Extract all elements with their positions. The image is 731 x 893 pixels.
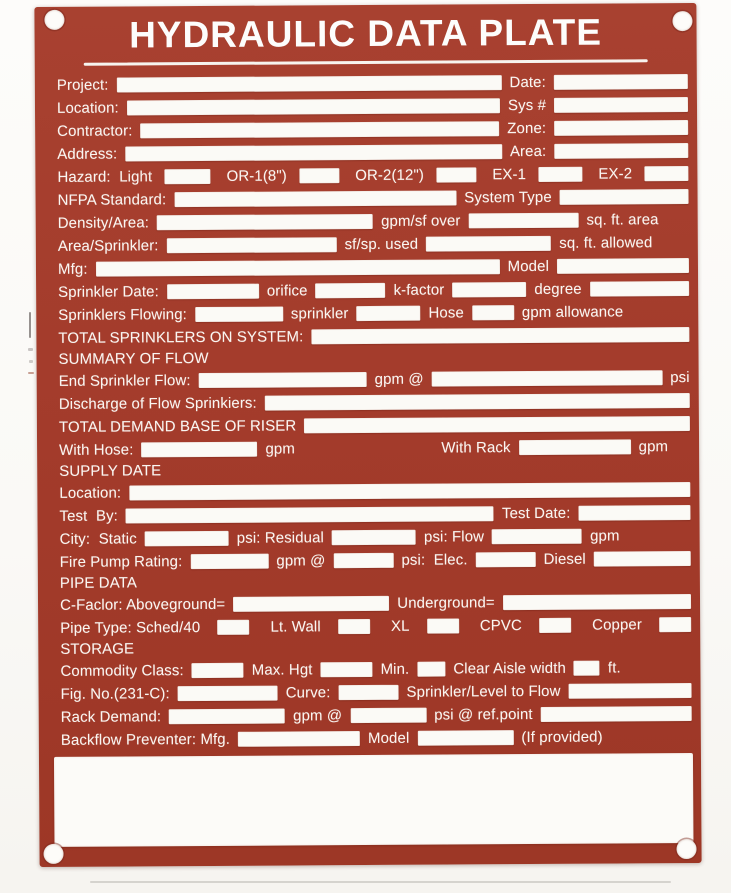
section-header: SUPPLY DATE	[59, 462, 162, 480]
check-box	[538, 166, 582, 181]
field-label: sprinkler	[290, 304, 349, 323]
check-box	[417, 661, 445, 676]
blank-field	[141, 441, 257, 457]
field-label: Underground=	[397, 593, 495, 612]
blank-field	[578, 505, 690, 521]
blank-field	[125, 144, 502, 161]
scan-artifact-mark	[28, 348, 33, 351]
field-label: Curve:	[285, 683, 331, 702]
blank-field	[116, 75, 501, 92]
field-label: City: Static	[59, 529, 137, 548]
blank-field	[157, 214, 373, 230]
blank-field	[432, 370, 663, 386]
blank-field	[417, 730, 513, 746]
scan-artifact-mark	[28, 372, 34, 374]
scan-artifact-mark	[29, 312, 31, 338]
check-box	[164, 169, 210, 184]
blank-field	[178, 685, 278, 701]
field-label: Area:	[509, 142, 547, 160]
section-header: PIPE DATA	[59, 574, 137, 592]
field-label: Location:	[56, 99, 119, 117]
field-label: gpm @	[374, 370, 424, 388]
spacer	[628, 535, 658, 536]
field-label: Discharge of Flow Sprinkiers:	[58, 394, 257, 413]
field-label: gpm allowance	[521, 302, 624, 321]
field-label: ft.	[607, 659, 621, 677]
blank-field	[316, 282, 386, 297]
field-label: Diesel	[543, 550, 586, 568]
scan-artifact-line	[90, 881, 671, 883]
check-box	[427, 618, 459, 633]
field-label: Clear Aisle width	[453, 659, 566, 678]
field-label: Sprinkler Date:	[58, 282, 159, 301]
blank-field	[195, 306, 283, 322]
field-label: Contractor:	[57, 121, 133, 140]
blank-field	[190, 553, 268, 568]
field-label: Address:	[57, 145, 118, 163]
field-label: Backflow Preventer: Mfg.	[60, 730, 231, 749]
field-label: CPVC	[479, 616, 522, 634]
field-label: orifice	[266, 281, 308, 300]
blank-field	[554, 120, 688, 136]
field-label: Hose	[428, 303, 464, 322]
field-label: psi	[670, 368, 690, 386]
field-label: NFPA Standard:	[57, 190, 167, 209]
check-box	[299, 168, 339, 183]
field-label: Model	[507, 257, 550, 275]
blank-field	[503, 594, 691, 610]
field-label: psi: Residual	[236, 528, 325, 547]
blank-field	[169, 708, 285, 724]
blank-field	[557, 258, 689, 274]
blank-field	[96, 259, 500, 276]
blank-field	[192, 662, 244, 677]
scan-artifact-mark	[29, 360, 33, 363]
field-label: Density/Area:	[57, 213, 150, 232]
field-label: Fire Pump Rating:	[59, 552, 183, 571]
spacer	[676, 446, 690, 447]
check-box	[659, 617, 691, 632]
check-box	[644, 166, 688, 181]
mounting-hole-top-left	[44, 10, 64, 30]
blank-field	[238, 731, 360, 747]
title-underline	[84, 59, 648, 65]
check-box	[436, 167, 476, 182]
check-box	[574, 660, 600, 675]
blank-field	[554, 74, 688, 90]
spacer	[303, 447, 433, 449]
field-label: Model	[367, 729, 410, 747]
check-box	[539, 617, 571, 632]
field-label: Lt. Wall	[270, 617, 321, 636]
field-label: Commodity Class:	[60, 661, 184, 680]
field-label: gpm	[265, 439, 295, 458]
blank-field	[452, 282, 526, 297]
field-label: OR-2(12")	[355, 166, 424, 184]
field-label: Date:	[509, 73, 546, 91]
blank-field	[304, 416, 690, 433]
field-label: gpm @	[293, 706, 343, 725]
field-label: C-Faclor: Aboveground=	[59, 595, 226, 614]
blank-field	[140, 121, 499, 138]
section-header: STORAGE	[60, 640, 135, 658]
field-label: psi: Elec.	[401, 550, 468, 569]
blank-field	[554, 97, 688, 113]
field-label: Test By:	[59, 507, 118, 525]
blank-field	[338, 684, 398, 699]
field-label: gpm	[590, 527, 620, 545]
field-label: Project:	[56, 76, 109, 94]
field-label: Location:	[59, 484, 122, 502]
blank-field	[594, 551, 691, 567]
field-label: Test Date:	[501, 504, 571, 522]
field-label: Fig. No.(231-C):	[60, 684, 170, 703]
check-box	[217, 619, 249, 634]
field-label: sf/sp. used	[344, 235, 419, 253]
field-label: Pipe Type: Sched/40	[60, 618, 201, 637]
row-backflow	[61, 725, 692, 752]
blank-field	[167, 283, 259, 299]
field-label: EX-1	[492, 165, 527, 183]
check-box	[338, 619, 370, 634]
blank-field	[199, 372, 367, 388]
field-label: System Type	[464, 188, 552, 206]
blank-field	[233, 595, 389, 611]
field-label: Max. Hgt	[251, 660, 313, 679]
blank-field	[350, 707, 426, 722]
field-label: Copper	[592, 615, 642, 634]
blank-field	[145, 530, 229, 546]
field-label: Mfg:	[57, 260, 88, 278]
field-label: gpm	[638, 437, 669, 455]
field-label: XL	[390, 617, 410, 635]
field-label: Area/Sprinkler:	[57, 236, 159, 255]
plate-rows	[35, 70, 701, 752]
field-label: Sprinklers Flowing:	[58, 305, 187, 324]
blank-field	[492, 528, 582, 544]
field-label: OR-1(8")	[226, 167, 287, 185]
blank-field	[332, 529, 416, 545]
blank-field	[167, 237, 337, 253]
blank-field	[127, 98, 500, 115]
field-label: EX-2	[598, 164, 633, 183]
field-label: Zone:	[507, 119, 547, 137]
field-label: k-factor	[393, 281, 445, 299]
plate-title: HYDRAULIC DATA PLATE	[128, 11, 603, 56]
field-label: degree	[534, 280, 582, 298]
field-label: (If provided)	[521, 728, 603, 746]
blank-field	[472, 305, 514, 320]
field-label: Min.	[380, 660, 410, 678]
field-label: TOTAL SPRINKLERS ON SYSTEM:	[58, 327, 304, 347]
field-label: Rack Demand:	[60, 707, 162, 726]
field-label: With Rack	[441, 438, 511, 457]
blank-field	[265, 393, 690, 411]
blank-field	[554, 143, 688, 159]
section-header: SUMMARY OF FLOW	[58, 350, 209, 368]
field-label: End Sprinkler Flow:	[58, 371, 191, 390]
blank-field	[541, 706, 692, 722]
blank-field	[590, 281, 690, 297]
blank-field	[519, 439, 631, 455]
field-label: Sprinkler/Level to Flow	[406, 682, 561, 701]
blank-field	[333, 552, 393, 567]
blank-field	[356, 305, 420, 320]
notes-area	[54, 753, 694, 847]
field-label: Hazard: Light	[57, 167, 153, 186]
mounting-hole-top-right	[672, 11, 692, 31]
mounting-hole-bottom-left	[43, 844, 63, 864]
mounting-hole-bottom-right	[676, 839, 696, 859]
field-label: gpm/sf over	[380, 211, 461, 230]
blank-field	[311, 327, 689, 344]
blank-field	[476, 552, 536, 567]
field-label: Sys #	[507, 96, 547, 114]
field-label: With Hose:	[59, 440, 134, 459]
field-label: gpm @	[276, 551, 326, 570]
blank-field	[174, 190, 456, 207]
blank-field	[560, 189, 689, 205]
blank-field	[129, 482, 690, 500]
blank-field	[321, 662, 373, 677]
field-label: psi @ ref.point	[434, 705, 533, 724]
hydraulic-data-plate	[34, 3, 701, 867]
field-label: psi: Flow	[423, 527, 485, 546]
blank-field	[568, 683, 691, 699]
field-label: sq. ft. area	[586, 210, 659, 229]
blank-field	[126, 506, 494, 523]
blank-field	[468, 212, 578, 228]
blank-field	[426, 235, 551, 251]
field-label: TOTAL DEMAND BASE OF RISER	[58, 416, 297, 436]
field-label: sq. ft. allowed	[559, 233, 653, 252]
